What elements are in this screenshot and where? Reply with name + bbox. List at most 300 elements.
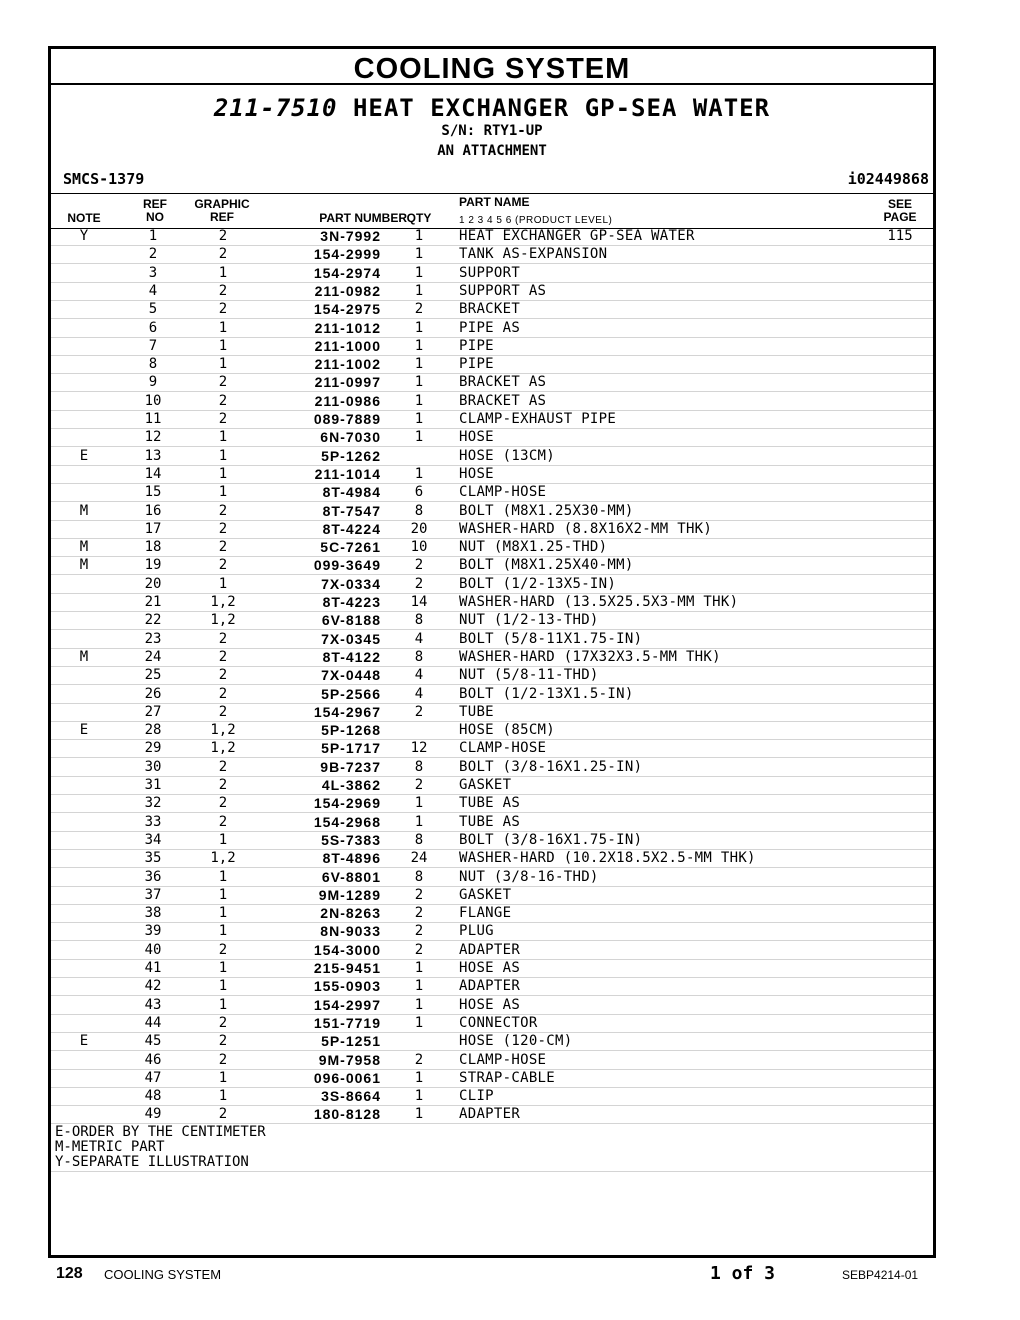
cell-qty: 2 xyxy=(414,886,424,903)
cell-part-name: BRACKET xyxy=(459,301,521,318)
cell-part-name: HOSE AS xyxy=(459,960,521,976)
cell-part-number: 8T-4224 xyxy=(322,520,381,537)
cell-ref-no: 46 xyxy=(144,1051,162,1068)
cell-qty: 1 xyxy=(414,319,424,336)
cell-graphic-ref: 2 xyxy=(218,758,228,775)
cell-note: E xyxy=(79,447,89,464)
cell-part-number: 154-2967 xyxy=(313,703,381,720)
cell-part-name: HOSE (120-CM) xyxy=(459,1033,573,1050)
cell-part-number: 7X-0448 xyxy=(321,667,381,684)
cell-qty: 2 xyxy=(414,575,424,592)
cell-qty: 1 xyxy=(414,356,424,373)
cell-ref-no: 45 xyxy=(144,1033,162,1050)
cell-ref-no: 42 xyxy=(144,978,162,995)
group-title xyxy=(51,93,933,123)
cell-part-name: PIPE xyxy=(459,337,494,354)
table-row xyxy=(51,465,933,484)
table-row xyxy=(51,1105,933,1124)
cell-part-number: 154-2974 xyxy=(313,264,381,281)
cell-part-number: 154-2969 xyxy=(313,795,381,812)
col-ref-no xyxy=(135,198,175,224)
cell-qty: 4 xyxy=(414,685,424,702)
cell-ref-no: 22 xyxy=(144,612,162,629)
table-row xyxy=(51,776,933,795)
cell-graphic-ref: 1,2 xyxy=(210,594,236,610)
cell-ref-no: 28 xyxy=(144,722,162,739)
col-see-line2: PAGE xyxy=(883,210,917,224)
cell-part-name: PIPE xyxy=(459,356,494,373)
cell-ref-no: 18 xyxy=(144,539,162,556)
cell-graphic-ref: 2 xyxy=(218,941,228,958)
cell-qty: 2 xyxy=(414,1051,424,1068)
cell-part-number: 099-3649 xyxy=(313,557,381,574)
cell-part-name: BOLT (3/8-16X1.75-IN) xyxy=(459,831,643,848)
cell-ref-no: 21 xyxy=(144,594,162,610)
cell-ref-no: 43 xyxy=(144,996,162,1013)
cell-graphic-ref: 2 xyxy=(218,282,228,299)
table-row xyxy=(51,373,933,392)
cell-graphic-ref: 2 xyxy=(218,1014,228,1031)
cell-part-name: NUT (1/2-13-THD) xyxy=(459,612,599,629)
cell-part-number: 211-0997 xyxy=(314,374,381,391)
cell-qty: 1 xyxy=(414,1069,424,1086)
cell-graphic-ref: 2 xyxy=(218,539,228,556)
notes-legend xyxy=(55,1125,266,1170)
cell-part-number: 6N-7030 xyxy=(320,429,381,446)
cell-qty: 1 xyxy=(414,1014,424,1031)
cell-part-name: CONNECTOR xyxy=(459,1014,538,1031)
cell-note: M xyxy=(79,557,89,574)
cell-graphic-ref: 2 xyxy=(218,1051,228,1068)
cell-ref-no: 14 xyxy=(144,465,162,482)
cell-qty: 1 xyxy=(414,392,424,409)
table-row xyxy=(51,794,933,813)
table-row xyxy=(51,319,933,338)
col-qty: QTY xyxy=(406,211,432,225)
table-row xyxy=(51,904,933,923)
table-row xyxy=(51,739,933,758)
cell-part-number: 3N-7992 xyxy=(320,228,381,244)
cell-graphic-ref: 1,2 xyxy=(210,722,236,739)
cell-part-name: HOSE AS xyxy=(459,996,521,1013)
cell-graphic-ref: 1 xyxy=(218,996,228,1013)
cell-part-name: CLAMP-HOSE xyxy=(459,740,547,757)
cell-qty: 1 xyxy=(414,246,424,263)
table-row xyxy=(51,1051,933,1070)
cell-part-number: 211-1014 xyxy=(314,465,381,482)
cell-part-name: HOSE (13CM) xyxy=(459,447,556,464)
table-row xyxy=(51,831,933,850)
cell-qty: 8 xyxy=(414,868,424,885)
table-row xyxy=(51,575,933,594)
cell-part-name: NUT (M8X1.25-THD) xyxy=(459,539,608,556)
table-row xyxy=(51,922,933,941)
cell-qty: 1 xyxy=(414,1106,424,1123)
cell-ref-no: 38 xyxy=(144,905,162,922)
cell-part-number: 211-0982 xyxy=(314,282,381,299)
attachment-label: AN ATTACHMENT xyxy=(437,143,547,159)
cell-ref-no: 4 xyxy=(148,282,158,299)
cell-part-number: 9M-1289 xyxy=(318,886,381,903)
cell-part-number: 5P-1251 xyxy=(321,1033,381,1050)
cell-ref-no: 5 xyxy=(148,301,158,318)
table-row xyxy=(51,666,933,685)
cell-part-name: HOSE xyxy=(459,465,494,482)
cell-graphic-ref: 1 xyxy=(218,905,228,922)
table-row xyxy=(51,264,933,283)
table-row xyxy=(51,300,933,319)
cell-part-number: 5P-1717 xyxy=(321,740,381,757)
cell-part-name: BOLT (5/8-11X1.75-IN) xyxy=(459,630,643,647)
table-row xyxy=(51,1069,933,1088)
cell-qty: 4 xyxy=(414,667,424,684)
table-row xyxy=(51,630,933,649)
cell-graphic-ref: 1 xyxy=(218,978,228,995)
cell-graphic-ref: 2 xyxy=(218,648,228,665)
cell-graphic-ref: 1,2 xyxy=(210,850,236,867)
cell-ref-no: 10 xyxy=(144,392,162,409)
cell-part-number: 9M-7958 xyxy=(318,1051,381,1068)
cell-ref-no: 17 xyxy=(144,520,162,537)
cell-qty: 1 xyxy=(414,228,424,244)
cell-graphic-ref: 2 xyxy=(218,703,228,720)
cell-part-number: 180-8128 xyxy=(313,1106,381,1123)
cell-qty: 1 xyxy=(414,411,424,427)
cell-part-number: 155-0903 xyxy=(313,978,381,995)
sheet-count: 1 of 3 xyxy=(710,1263,776,1284)
table-row xyxy=(51,502,933,521)
note-m: M-METRIC PART xyxy=(55,1139,165,1155)
cell-qty: 8 xyxy=(414,612,424,629)
table-row xyxy=(51,1087,933,1106)
cell-ref-no: 9 xyxy=(148,374,158,391)
cell-part-number: 154-2968 xyxy=(313,813,381,830)
table-row xyxy=(51,813,933,832)
table-row xyxy=(51,1032,933,1051)
table-row xyxy=(51,282,933,301)
cell-part-number: 154-2999 xyxy=(313,246,381,263)
cell-part-number: 211-1002 xyxy=(314,356,381,373)
col-ref-line1: REF xyxy=(143,197,167,211)
cell-graphic-ref: 2 xyxy=(218,301,228,318)
cell-ref-no: 36 xyxy=(144,868,162,885)
cell-part-number: 154-3000 xyxy=(313,941,381,958)
cell-ref-no: 8 xyxy=(148,356,158,373)
table-row xyxy=(51,428,933,447)
cell-part-name: CLAMP-EXHAUST PIPE xyxy=(459,411,617,427)
cell-qty: 20 xyxy=(410,520,428,537)
cell-graphic-ref: 1 xyxy=(218,465,228,482)
section-title: COOLING SYSTEM xyxy=(51,49,933,85)
cell-graphic-ref: 2 xyxy=(218,557,228,574)
cell-part-name: WASHER-HARD (8.8X16X2-MM THK) xyxy=(459,520,713,537)
cell-note: M xyxy=(79,648,89,665)
cell-part-name: BOLT (1/2-13X1.5-IN) xyxy=(459,685,634,702)
cell-part-number: 7X-0334 xyxy=(321,575,381,592)
col-ref-line2: NO xyxy=(146,210,164,224)
cell-graphic-ref: 2 xyxy=(218,777,228,793)
table-row xyxy=(51,245,933,264)
cell-part-name: PIPE AS xyxy=(459,319,521,336)
cell-part-number: 4L-3862 xyxy=(321,777,381,793)
col-graphic-ref xyxy=(187,198,257,224)
cell-qty: 1 xyxy=(414,337,424,354)
cell-ref-no: 47 xyxy=(144,1069,162,1086)
cell-graphic-ref: 1 xyxy=(218,264,228,281)
cell-graphic-ref: 1 xyxy=(218,886,228,903)
cell-part-number: 8T-4984 xyxy=(322,484,381,501)
cell-qty: 24 xyxy=(410,850,428,867)
cell-graphic-ref: 2 xyxy=(218,685,228,702)
table-row xyxy=(51,447,933,466)
group-number: 211-7510 xyxy=(213,94,338,122)
cell-part-name: ADAPTER xyxy=(459,941,521,958)
cell-qty: 1 xyxy=(414,996,424,1013)
cell-ref-no: 20 xyxy=(144,575,162,592)
col-part-name: PART NAME xyxy=(459,195,530,209)
serial-number: S/N: RTY1-UP xyxy=(441,123,543,139)
cell-graphic-ref: 2 xyxy=(218,411,228,427)
cell-qty: 2 xyxy=(414,905,424,922)
cell-graphic-ref: 1 xyxy=(218,923,228,940)
col-graphic-line1: GRAPHIC xyxy=(194,197,250,211)
cell-part-name: TUBE AS xyxy=(459,795,521,812)
cell-part-number: 5P-1262 xyxy=(321,447,381,464)
col-part-number: PART NUMBER xyxy=(319,211,407,225)
cell-part-number: 6V-8188 xyxy=(321,612,381,629)
cell-graphic-ref: 2 xyxy=(218,1106,228,1123)
cell-part-number: 8T-4896 xyxy=(322,850,381,867)
cell-ref-no: 16 xyxy=(144,502,162,519)
cell-ref-no: 40 xyxy=(144,941,162,958)
cell-see-page: 115 xyxy=(887,228,913,244)
table-row xyxy=(51,1014,933,1033)
col-see-line1: SEE xyxy=(887,197,912,211)
table-row xyxy=(51,758,933,777)
col-see-page xyxy=(877,198,923,224)
cell-qty: 1 xyxy=(414,465,424,482)
cell-graphic-ref: 1 xyxy=(218,1069,228,1086)
cell-qty: 1 xyxy=(414,429,424,446)
cell-ref-no: 19 xyxy=(144,557,162,574)
smcs-code: SMCS-1379 xyxy=(63,170,145,188)
cell-part-name: CLAMP-HOSE xyxy=(459,1051,547,1068)
cell-ref-no: 23 xyxy=(144,630,162,647)
cell-qty: 1 xyxy=(414,795,424,812)
cell-note: M xyxy=(79,502,89,519)
cell-part-name: TUBE AS xyxy=(459,813,521,830)
cell-part-number: 5P-1268 xyxy=(321,722,381,739)
illustration-id: i02449868 xyxy=(847,170,929,188)
cell-ref-no: 49 xyxy=(144,1106,162,1123)
col-graphic-line2: REF xyxy=(210,210,234,224)
cell-part-number: 215-9451 xyxy=(313,960,381,976)
cell-graphic-ref: 2 xyxy=(218,795,228,812)
parts-list-frame xyxy=(48,46,936,1258)
table-row xyxy=(51,410,933,429)
cell-part-name: CLIP xyxy=(459,1088,494,1105)
cell-ref-no: 11 xyxy=(144,411,162,427)
cell-ref-no: 12 xyxy=(144,429,162,446)
cell-part-number: 5P-2566 xyxy=(321,685,381,702)
cell-qty: 1 xyxy=(414,960,424,976)
cell-part-number: 154-2997 xyxy=(313,996,381,1013)
table-row xyxy=(51,886,933,905)
cell-qty: 6 xyxy=(414,484,424,501)
cell-graphic-ref: 1 xyxy=(218,337,228,354)
cell-part-name: BOLT (1/2-13X5-IN) xyxy=(459,575,617,592)
cell-part-name: STRAP-CABLE xyxy=(459,1069,556,1086)
table-row xyxy=(51,337,933,356)
cell-part-name: WASHER-HARD (17X32X3.5-MM THK) xyxy=(459,648,721,665)
cell-part-number: 096-0061 xyxy=(313,1069,381,1086)
cell-part-number: 5C-7261 xyxy=(320,539,381,556)
cell-ref-no: 26 xyxy=(144,685,162,702)
cell-part-name: BOLT (M8X1.25X30-MM) xyxy=(459,502,634,519)
cell-qty: 8 xyxy=(414,758,424,775)
table-row xyxy=(51,355,933,374)
cell-part-number: 089-7889 xyxy=(313,411,381,427)
cell-qty: 1 xyxy=(414,813,424,830)
table-row xyxy=(51,868,933,887)
cell-graphic-ref: 1,2 xyxy=(210,740,236,757)
cell-part-number: 7X-0345 xyxy=(321,630,381,647)
cell-qty: 2 xyxy=(414,941,424,958)
cell-ref-no: 7 xyxy=(148,337,158,354)
cell-part-name: GASKET xyxy=(459,777,512,793)
cell-note: M xyxy=(79,539,89,556)
cell-part-name: ADAPTER xyxy=(459,1106,521,1123)
table-row xyxy=(51,556,933,575)
cell-part-name: HOSE (85CM) xyxy=(459,722,556,739)
cell-ref-no: 39 xyxy=(144,923,162,940)
group-name: HEAT EXCHANGER GP-SEA WATER xyxy=(352,94,771,122)
table-row xyxy=(51,685,933,704)
divider xyxy=(51,1171,933,1172)
cell-graphic-ref: 2 xyxy=(218,667,228,684)
col-note: NOTE xyxy=(67,211,101,225)
cell-graphic-ref: 2 xyxy=(218,246,228,263)
cell-part-name: BRACKET AS xyxy=(459,392,547,409)
cell-note: Y xyxy=(79,228,89,244)
cell-ref-no: 44 xyxy=(144,1014,162,1031)
cell-qty: 10 xyxy=(410,539,428,556)
table-row xyxy=(51,611,933,630)
cell-ref-no: 6 xyxy=(148,319,158,336)
cell-ref-no: 33 xyxy=(144,813,162,830)
cell-part-number: 9B-7237 xyxy=(320,758,381,775)
cell-graphic-ref: 2 xyxy=(218,520,228,537)
cell-part-name: HEAT EXCHANGER GP-SEA WATER xyxy=(459,228,695,244)
cell-qty: 8 xyxy=(414,831,424,848)
cell-ref-no: 29 xyxy=(144,740,162,757)
table-row xyxy=(51,941,933,960)
cell-ref-no: 24 xyxy=(144,648,162,665)
cell-qty: 14 xyxy=(410,594,428,610)
cell-ref-no: 35 xyxy=(144,850,162,867)
table-row xyxy=(51,849,933,868)
cell-part-number: 151-7719 xyxy=(313,1014,381,1031)
cell-part-name: WASHER-HARD (13.5X25.5X3-MM THK) xyxy=(459,594,739,610)
cell-graphic-ref: 2 xyxy=(218,374,228,391)
cell-graphic-ref: 1 xyxy=(218,960,228,976)
cell-ref-no: 37 xyxy=(144,886,162,903)
cell-graphic-ref: 1 xyxy=(218,429,228,446)
cell-qty: 2 xyxy=(414,301,424,318)
cell-qty: 4 xyxy=(414,630,424,647)
cell-part-name: CLAMP-HOSE xyxy=(459,484,547,501)
cell-part-name: ADAPTER xyxy=(459,978,521,995)
cell-ref-no: 1 xyxy=(148,228,158,244)
cell-ref-no: 48 xyxy=(144,1088,162,1105)
cell-qty: 8 xyxy=(414,502,424,519)
table-row xyxy=(51,959,933,978)
footer-section-title: COOLING SYSTEM xyxy=(104,1267,222,1282)
table-row xyxy=(51,721,933,740)
cell-part-name: WASHER-HARD (10.2X18.5X2.5-MM THK) xyxy=(459,850,756,867)
table-row xyxy=(51,538,933,557)
cell-qty: 2 xyxy=(414,923,424,940)
cell-part-name: FLANGE xyxy=(459,905,512,922)
cell-part-number: 2N-8263 xyxy=(320,905,381,922)
cell-part-number: 154-2975 xyxy=(313,301,381,318)
cell-qty: 2 xyxy=(414,703,424,720)
cell-graphic-ref: 1,2 xyxy=(210,612,236,629)
cell-part-name: PLUG xyxy=(459,923,494,940)
cell-ref-no: 25 xyxy=(144,667,162,684)
table-row xyxy=(51,227,933,246)
cell-qty: 1 xyxy=(414,1088,424,1105)
cell-part-name: SUPPORT AS xyxy=(459,282,547,299)
cell-note: E xyxy=(79,722,89,739)
cell-part-name: BOLT (3/8-16X1.25-IN) xyxy=(459,758,643,775)
page-number: 128 xyxy=(56,1265,83,1282)
table-row xyxy=(51,703,933,722)
cell-qty: 2 xyxy=(414,557,424,574)
cell-graphic-ref: 1 xyxy=(218,831,228,848)
cell-graphic-ref: 2 xyxy=(218,502,228,519)
cell-part-number: 3S-8664 xyxy=(321,1088,381,1105)
table-row xyxy=(51,483,933,502)
cell-ref-no: 34 xyxy=(144,831,162,848)
cell-qty: 1 xyxy=(414,978,424,995)
cell-part-number: 6V-8801 xyxy=(321,868,381,885)
cell-graphic-ref: 2 xyxy=(218,630,228,647)
cell-part-number: 8T-7547 xyxy=(322,502,381,519)
table-row xyxy=(51,648,933,667)
cell-ref-no: 13 xyxy=(144,447,162,464)
cell-qty: 1 xyxy=(414,264,424,281)
cell-graphic-ref: 2 xyxy=(218,392,228,409)
cell-part-name: HOSE xyxy=(459,429,494,446)
cell-ref-no: 32 xyxy=(144,795,162,812)
cell-ref-no: 27 xyxy=(144,703,162,720)
note-e: E-ORDER BY THE CENTIMETER xyxy=(55,1124,266,1140)
cell-graphic-ref: 2 xyxy=(218,228,228,244)
cell-ref-no: 41 xyxy=(144,960,162,976)
cell-part-name: TANK AS-EXPANSION xyxy=(459,246,608,263)
document-number: SEBP4214-01 xyxy=(842,1268,919,1282)
cell-qty: 1 xyxy=(414,282,424,299)
cell-part-name: GASKET xyxy=(459,886,512,903)
cell-qty: 1 xyxy=(414,374,424,391)
cell-part-name: NUT (5/8-11-THD) xyxy=(459,667,599,684)
cell-part-number: 8T-4122 xyxy=(322,648,381,665)
table-row xyxy=(51,520,933,539)
cell-part-number: 211-1012 xyxy=(314,319,381,336)
table-row xyxy=(51,977,933,996)
cell-part-name: BOLT (M8X1.25X40-MM) xyxy=(459,557,634,574)
